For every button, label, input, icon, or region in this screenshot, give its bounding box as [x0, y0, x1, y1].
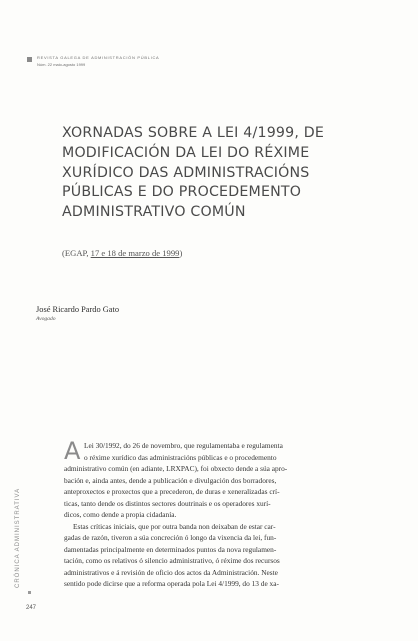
body-line: anteproxectos e proxectos que a precederon, de duras e xeneralizadas crí-: [64, 487, 280, 496]
title-line: XORNADAS SOBRE A LEI 4/1999, DE: [62, 125, 325, 141]
event-close: ): [179, 248, 183, 258]
event-open: (EGAP,: [62, 248, 91, 258]
section-square-icon: [28, 591, 31, 594]
header-square-icon: [27, 57, 32, 62]
body-line: sentido pode dicirse que a reforma operada pola Lei 4/1999, do 13 de xa-: [64, 579, 279, 588]
body-text: [64, 437, 360, 590]
title-line: PÚBLICAS E DO PROCEDEMENTO: [62, 184, 302, 201]
title-line: MODIFICACIÓN DA LEI DO RÉXIME: [62, 144, 310, 161]
author-name: José Ricardo Pardo Gato: [36, 305, 120, 314]
body-line: Estas críticas iniciais, que por outra banda non deixaban de estar car-: [73, 521, 276, 531]
title-line: ADMINISTRATIVO COMÚN: [62, 204, 246, 221]
body-line: damentadas principalmente en determinados puntos da nova regulamen-: [64, 544, 277, 554]
body-line: o réxime xurídico das administracións públicas e o procedemento: [84, 452, 277, 462]
section-label: CRÓNICA ADMINISTRATIVA: [15, 487, 21, 588]
body-line: dicos, como dende a propia cidadanía.: [64, 510, 177, 519]
article-title: [62, 124, 392, 223]
page-number: 247: [26, 605, 37, 611]
body-line: bación e, ainda antes, dende a publicación e divulgación dos borradores,: [64, 475, 277, 485]
body-line: administrativo común (en adiante, LRXPAC), foi obxecto dende a súa apro-: [64, 464, 288, 473]
author-role: Avogado: [36, 316, 56, 322]
event-info: [62, 248, 182, 258]
body-line: ticas, tanto dende os distintos sectores doutrinais e os operadores xurí-: [64, 498, 271, 508]
body-line: gadas de razón, tiveron a súa concreción ó longo da vixencia da lei, fun-: [64, 533, 277, 542]
drop-cap: A: [64, 437, 81, 465]
event-dates: 17 e 18 de marzo de 1999: [90, 248, 180, 258]
title-line: XURÍDICO DAS ADMINISTRACIÓNS: [62, 164, 310, 181]
body-line: tación, como os relativos ó silencio administrativo, ó réxime dos recursos: [64, 556, 280, 565]
journal-name: REVISTA GALEGA DE ADMINISTRACIÓN PÚBLICA: [37, 55, 160, 60]
issue-label: Núm. 22 maio-agosto 1999: [37, 62, 86, 67]
body-line: Lei 30/1992, do 26 de novembro, que regulamentaba e regulamenta: [84, 441, 283, 450]
body-line: administrativos e á revisión de oficio dos actos da Administración. Neste: [64, 567, 278, 577]
